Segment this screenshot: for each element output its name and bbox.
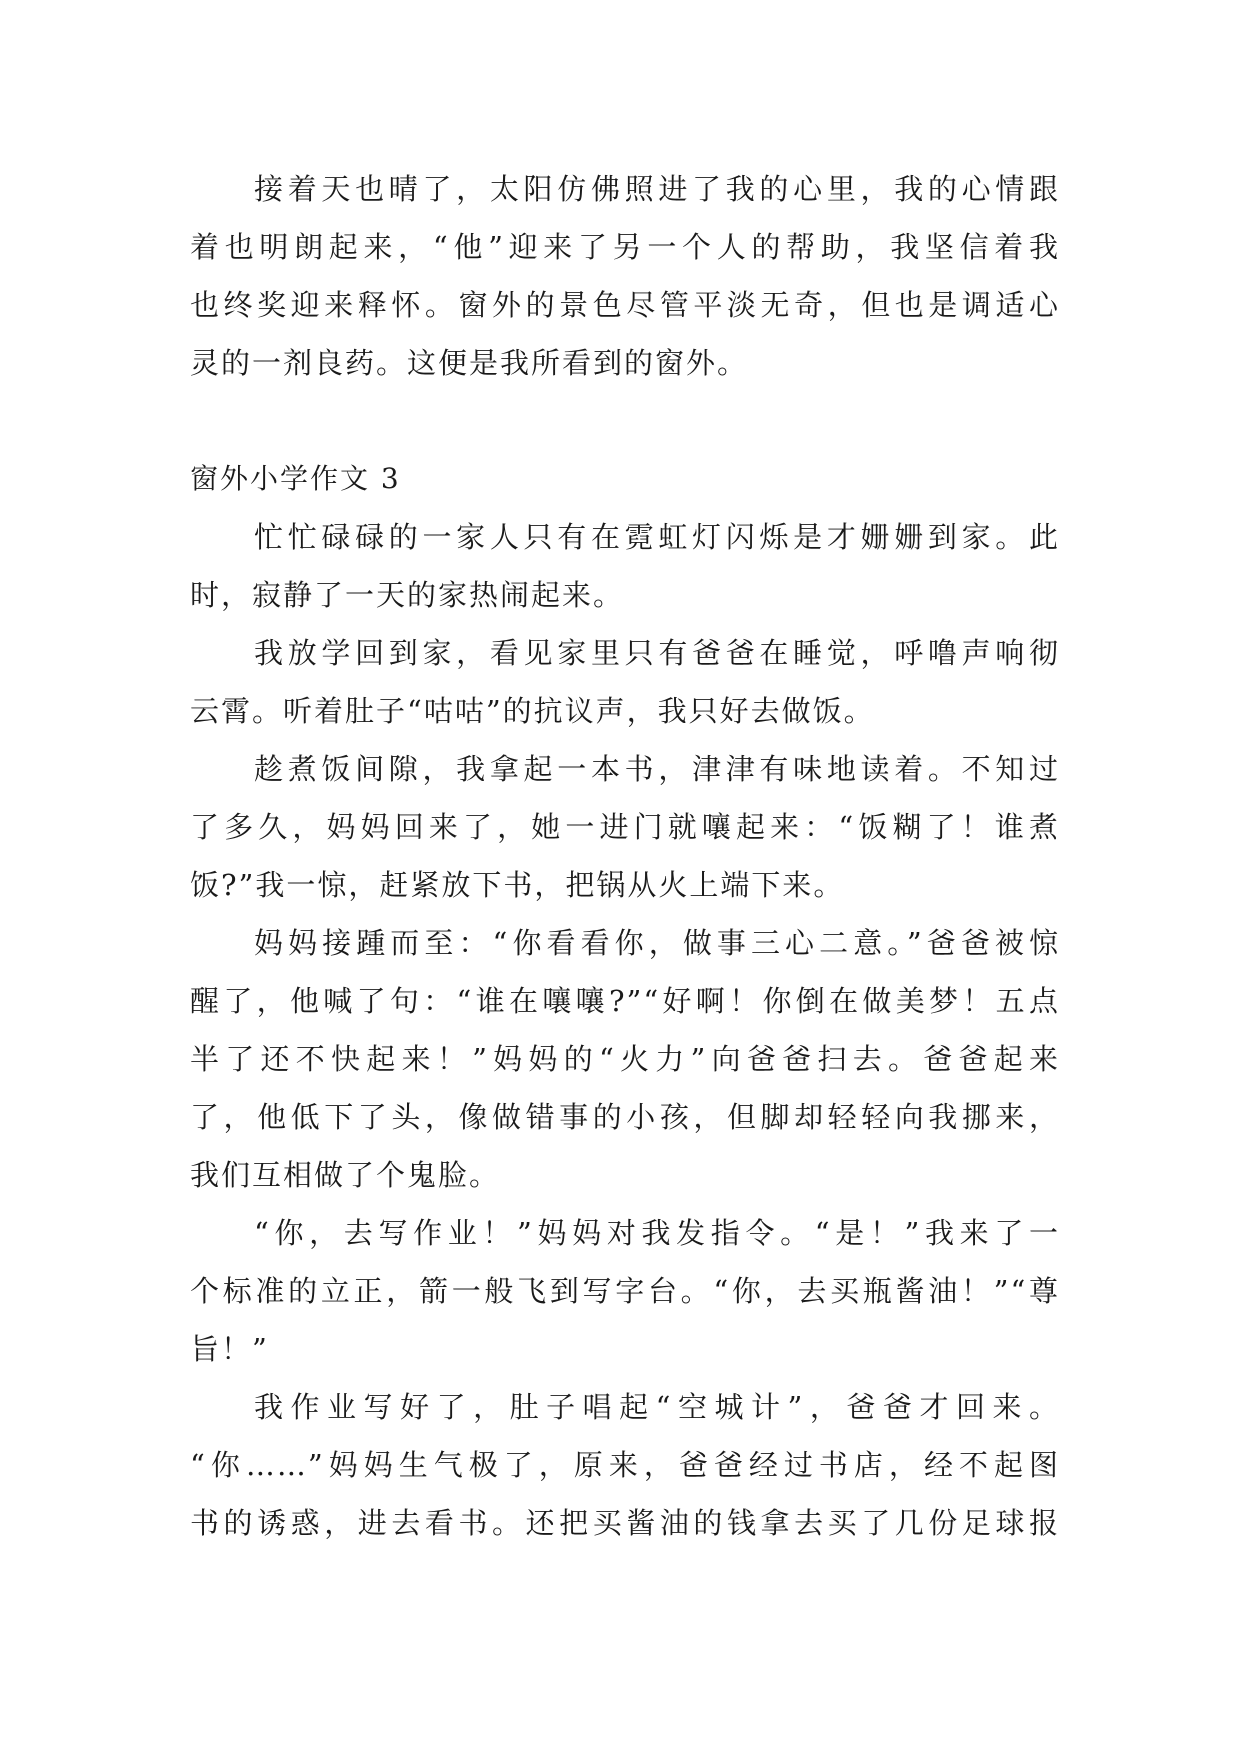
paragraph-line: 书的诱惑，进去看书。还把买酱油的钱拿去买了几份足球报 [190,1506,1060,1540]
section-gap [190,392,1060,450]
paragraph-line: 半了还不快起来！”妈妈的“火力”向爸爸扫去。爸爸起来 [190,1042,1060,1076]
paragraph-intro [190,160,1060,392]
paragraph-line: 着也明朗起来，“他”迎来了另一个人的帮助，我坚信着我 [190,230,1060,264]
section-heading: 窗外小学作文 3 [190,462,401,495]
paragraph-line: 我们互相做了个鬼脸。 [190,1158,501,1192]
paragraph-line: 时，寂静了一天的家热闹起来。 [190,578,625,612]
paragraph-line: 饭?”我一惊，赶紧放下书，把锅从火上端下来。 [190,868,845,902]
paragraph-line: 醒了，他喊了句：“谁在嚷嚷?”“好啊！你倒在做美梦！五点 [190,984,1060,1018]
paragraph-line: “你……”妈妈生气极了，原来，爸爸经过书店，经不起图 [190,1448,1060,1482]
paragraph-1 [190,508,1060,624]
paragraph-4 [190,914,1060,1204]
paragraph-line: 我放学回到家，看见家里只有爸爸在睡觉，呼噜声响彻 [254,636,1060,670]
paragraph-line: 了多久，妈妈回来了，她一进门就嚷起来：“饭糊了！谁煮 [190,810,1060,844]
paragraph-2 [190,624,1060,740]
paragraph-3 [190,740,1060,914]
paragraph-line: 旨！” [190,1332,269,1366]
paragraph-line: 也终奖迎来释怀。窗外的景色尽管平淡无奇，但也是调适心 [190,288,1060,322]
paragraph-line: 接着天也晴了，太阳仿佛照进了我的心里，我的心情跟 [254,172,1060,206]
paragraph-line: “你，去写作业！”妈妈对我发指令。“是！”我来了一 [254,1216,1060,1250]
paragraph-line: 我作业写好了，肚子唱起“空城计”，爸爸才回来。 [254,1390,1060,1424]
paragraph-line: 个标准的立正，箭一般飞到写字台。“你，去买瓶酱油！”“尊 [190,1274,1060,1308]
document-page [190,160,1060,1552]
paragraph-line: 了，他低下了头，像做错事的小孩，但脚却轻轻向我挪来， [190,1100,1060,1134]
paragraph-line: 云霄。听着肚子“咕咕”的抗议声，我只好去做饭。 [190,694,875,728]
paragraph-line: 妈妈接踵而至：“你看看你，做事三心二意。”爸爸被惊 [254,926,1060,960]
paragraph-6 [190,1378,1060,1552]
paragraph-line: 忙忙碌碌的一家人只有在霓虹灯闪烁是才姗姗到家。此 [254,520,1060,554]
paragraph-5 [190,1204,1060,1378]
paragraph-line: 趁煮饭间隙，我拿起一本书，津津有味地读着。不知过 [254,752,1060,786]
paragraph-line: 灵的一剂良药。这便是我所看到的窗外。 [190,346,749,380]
